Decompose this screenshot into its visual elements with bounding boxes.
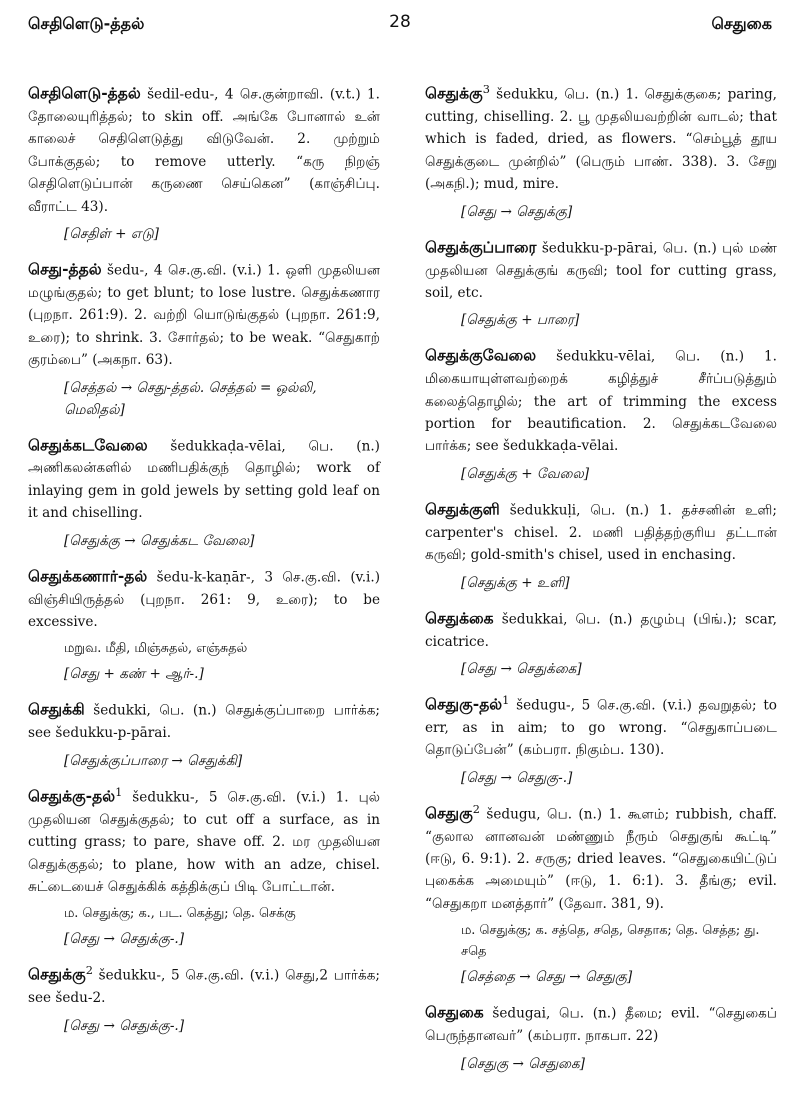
entry-etymology: [செத்தல் → செது-த்தல். செத்தல் = ஒல்லி, மெலிதல்] bbox=[64, 379, 317, 418]
entry-definition: šedukku-, 5 செ.கு.வி. (v.i.) செது,2 பார்க்க; see šedu-2. bbox=[28, 967, 380, 1007]
entry-definition: šedil-edu-, 4 செ.குன்றாவி. (v.t.) 1. தோலையுரித்தல்; to skin off. அங்கே போனால் உன் காலைச் செதிளெடுத்து விடுவேன். 2. முற்றும் போக்குதல்; to remove utterly. “கரு நிறஞ் செதிளெடுப்பான் கருணை செய்கென” (காஞ்சிப்பு. வீராட்ட 43). bbox=[28, 86, 380, 215]
homonym-number: 1 bbox=[115, 784, 123, 799]
homonym-number: 1 bbox=[502, 692, 510, 707]
entry-headword: செதுகை bbox=[425, 1003, 484, 1022]
entry-etymology: [செத்தை → செது → செதுகு] bbox=[461, 969, 633, 986]
homonym-number: 2 bbox=[85, 963, 93, 978]
entry-etymology: [செதிள் + எடு] bbox=[64, 225, 159, 242]
entry-cognates: மறுவ. மீதி, மிஞ்சுதல், எஞ்சுதல் bbox=[64, 641, 248, 657]
entry-definition: šedukkuḷi, பெ. (n.) 1. தச்சனின் உளி; carpenter's chisel. 2. மணி பதித்தற்குரிய தட்டான் கருவி; gold-smith's chisel, used in enchasing. bbox=[425, 502, 777, 564]
dictionary-entry bbox=[425, 78, 777, 196]
entry-definition: šedu-, 4 செ.கு.வி. (v.i.) 1. ஒளி முதலியன மழுங்குதல்; to get blunt; to lose lustre. செதுக்கணார (புறநா. 261:9). 2. வற்றி யொடுங்குதல் (புறநா. 261:9, உரை); to shrink. 3. சோர்தல்; to be weak. “செதுகாற் குரம்பை” (அகநா. 63). bbox=[28, 262, 380, 369]
entry-headword: செதுக்கு-தல் bbox=[28, 787, 116, 806]
entry-etymology: [செதுக்குப்பாரை → செதுக்கி] bbox=[64, 752, 243, 769]
page-header bbox=[28, 8, 772, 42]
left-column bbox=[28, 78, 380, 1046]
dictionary-entry bbox=[28, 254, 380, 372]
header-first-word: செதிளெடு-த்தல் bbox=[28, 14, 145, 33]
entry-headword: செதுக்கு bbox=[425, 84, 483, 103]
entry-definition: šedukku-, 5 செ.கு.வி. (v.i.) 1. புல் முதலியன செதுக்குதல்; to cut off a surface, as in cutting grass; to pare, shave off. 2. மர முதலியன செதுக்குதல்; to plane, how with an adze, chisel. சுட்டையைச் செதுக்கிக் கத்திக்குப் பிடி போட்டான். bbox=[28, 789, 380, 895]
entry-headword: செதுகு bbox=[425, 804, 473, 823]
dictionary-entry bbox=[28, 781, 380, 899]
entry-etymology: [செதுகு → செதுகை] bbox=[461, 1055, 585, 1072]
dictionary-entry bbox=[425, 689, 777, 762]
entry-headword: செதுக்கணார்-தல் bbox=[28, 567, 148, 586]
entry-headword: செதுக்குளி bbox=[425, 500, 500, 519]
homonym-number: 2 bbox=[472, 801, 480, 816]
header-last-word: செதுகை bbox=[711, 14, 772, 33]
dictionary-entry bbox=[425, 603, 777, 653]
right-column bbox=[425, 78, 777, 1084]
entry-headword: செதிளெடு-த்தல் bbox=[28, 84, 141, 103]
dictionary-entry bbox=[425, 340, 777, 458]
entry-cognates: ம. செதுக்கு; க., பட. கெத்து; தெ. செக்கு bbox=[64, 906, 296, 922]
entry-etymology: [செது → செதுக்கு-.] bbox=[64, 931, 185, 948]
entry-definition: šedukku-vēlai, பெ. (n.) 1. மிகையாயுள்ளவற்றைக் கழித்துச் சீர்ப்படுத்தும் கலைத்தொழில்; the art of trimming the excess portion for beautification. 2. செதுக்கடவேலை பார்க்க; see šedukkaḍa-vēlai. bbox=[425, 348, 777, 455]
entry-definition: šedukku-p-pārai, பெ. (n.) புல் மண் முதலியன செதுக்குங் கருவி; tool for cutting grass, soil, etc. bbox=[425, 240, 777, 301]
dictionary-entry bbox=[28, 78, 380, 218]
entry-etymology: [செதுக்கு → செதுக்கட வேலை] bbox=[64, 532, 255, 549]
entry-definition: šedugai, பெ. (n.) தீமை; evil. “செதுகைப் பெருந்தானவர்” (கம்பரா. நாகபா. 22) bbox=[425, 1005, 777, 1045]
dictionary-entry bbox=[28, 430, 380, 525]
dictionary-entry bbox=[28, 561, 380, 634]
entry-headword: செதுக்குப்பாரை bbox=[425, 238, 537, 257]
dictionary-entry bbox=[425, 997, 777, 1047]
entry-definition: šedukku, பெ. (n.) 1. செதுக்குகை; paring, cutting, chiselling. 2. பூ முதலியவற்றின் வாடல்; that which is faded, dried, as flowers. “செம்பூத் தூய செதுக்குடை முன்றில்” (பெரும் பாண். 338). 3. சேறு (அகநி.); mud, mire. bbox=[425, 86, 778, 193]
entry-definition: šedukkaḍa-vēlai, பெ. (n.) அணிகலன்களில் மணிபதிக்குந் தொழில்; work of inlaying gem in gold jewels by setting gold leaf on it and chiselling. bbox=[28, 438, 380, 522]
dictionary-entry bbox=[425, 798, 777, 916]
page-number: 28 bbox=[389, 12, 411, 32]
entry-etymology: [செது → செதுகு-.] bbox=[461, 769, 573, 786]
entry-headword: செதுகு-தல் bbox=[425, 695, 503, 714]
entry-etymology: [செதுக்கு + உளி] bbox=[461, 574, 570, 591]
entry-headword: செதுக்கு bbox=[28, 965, 86, 984]
homonym-number: 3 bbox=[482, 82, 490, 96]
entry-etymology: [செதுக்கு + வேலை] bbox=[461, 465, 590, 482]
entry-definition: šedukkai, பெ. (n.) தழும்பு (பிங்.); scar, cicatrice. bbox=[425, 611, 777, 650]
entry-headword: செதுக்கை bbox=[425, 609, 494, 628]
entry-headword: செதுக்குவேலை bbox=[425, 346, 537, 365]
entry-etymology: [செது → செதுக்கை] bbox=[461, 660, 582, 677]
entry-etymology: [செது → செதுக்கு] bbox=[461, 203, 573, 220]
entry-etymology: [செது + கண் + ஆர்-.] bbox=[64, 666, 204, 683]
entry-definition: šedu-k-kaṇār-, 3 செ.கு.வி. (v.i.) விஞ்சியிருத்தல் (புறநா. 261: 9, உரை); to be excessive. bbox=[28, 569, 381, 631]
entry-headword: செது-த்தல் bbox=[28, 260, 102, 279]
dictionary-entry bbox=[425, 494, 777, 567]
entry-definition: šedukki, பெ. (n.) செதுக்குப்பாறை பார்க்க; see šedukku-p-pārai. bbox=[28, 702, 380, 742]
entry-cognates: ம. செதுக்கு; க. சத்தெ, சதெ, செதாக; தெ. செத்த; து. சதெ bbox=[461, 923, 760, 960]
entry-headword: செதுக்கி bbox=[28, 700, 85, 719]
entry-definition: šedugu, பெ. (n.) 1. கூளம்; rubbish, chaff. “குலால னானவன் மண்ணும் நீரும் செதுகுங் கூட்டி” (ஈடு, 6. 9:1). 2. சருகு; dried leaves. “செதுகையிட்டுப் புகைக்க அமையும்” (ஈடு, 1. 6:1). 3. தீங்கு; evil. “செதுகறா மனத்தார்” (தேவா. 381, 9). bbox=[425, 806, 777, 912]
entry-definition: šedugu-, 5 செ.கு.வி. (v.i.) தவறுதல்; to err, as in aim; to go wrong. “செதுகாப்படை தொடுப்பேன்” (கம்பரா. நிகும்ப. 130). bbox=[425, 697, 777, 759]
entry-etymology: [செதுக்கு + பாரை] bbox=[461, 312, 580, 329]
entry-headword: செதுக்கடவேலை bbox=[28, 436, 148, 455]
dictionary-entry bbox=[28, 694, 380, 744]
dictionary-entry bbox=[28, 959, 380, 1009]
entry-etymology: [செது → செதுக்கு-.] bbox=[64, 1017, 185, 1034]
dictionary-entry bbox=[425, 232, 777, 305]
